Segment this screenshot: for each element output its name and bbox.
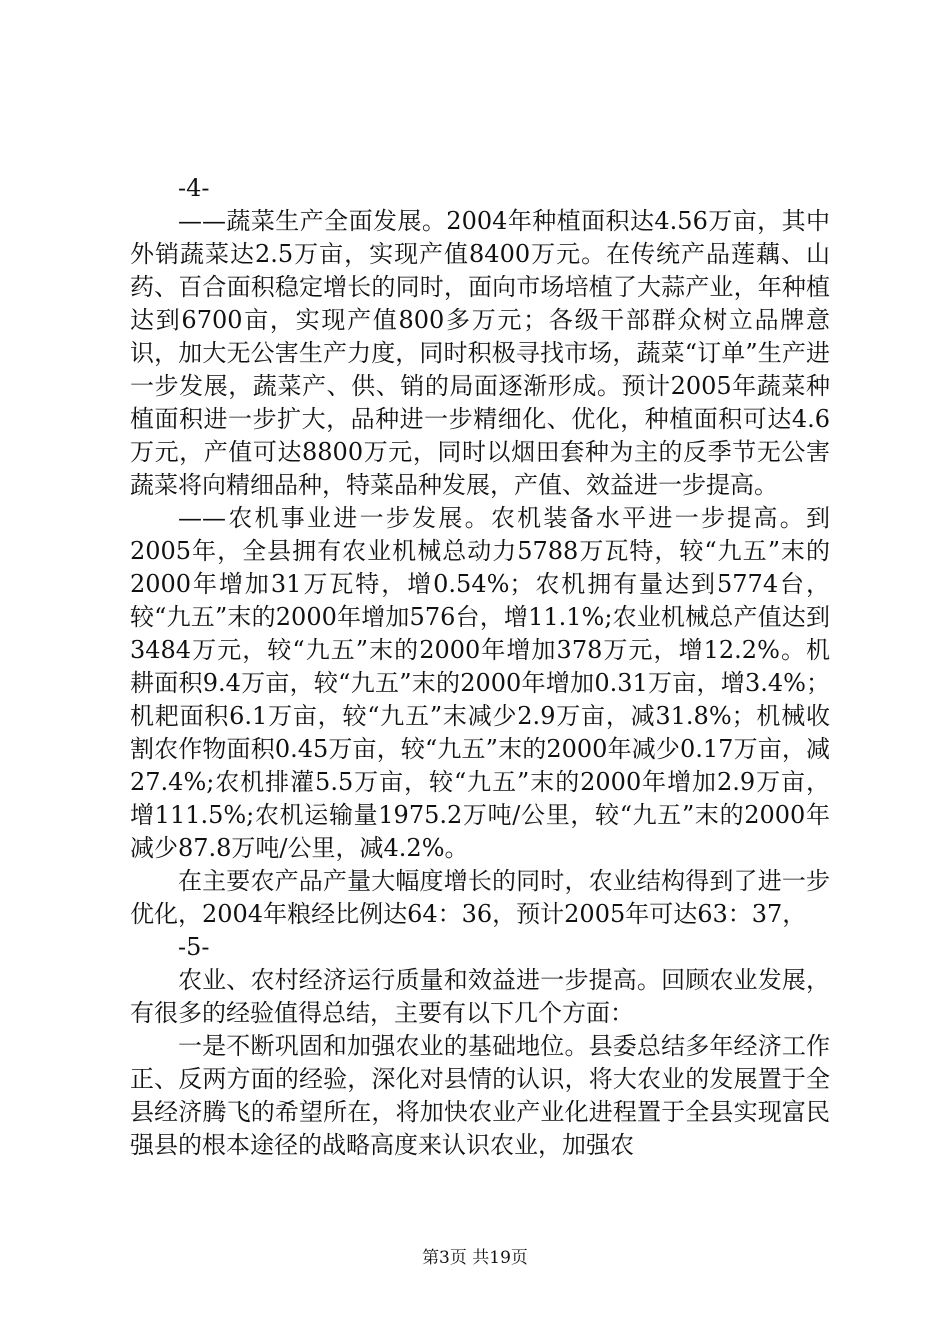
paragraph-agri-machinery: ——农机事业进一步发展。农机装备水平进一步提高。到2005年，全县拥有农业机械总动力5788万瓦特，较“九五”末的2000年增加31万瓦特，增0.54%；农机拥有量达到5774台，较“九五”末的2000年增加576台，增11.1%;农业机械总产值达到3484万元，较“九五”末的2000年增加378万元，增12.2%。机耕面积9.4万亩，较“九五”末的2000年增加0.31万亩，增3.4%；机耙面积6.1万亩，较“九五”末减少2.9万亩，减31.8%；机械收割农作物面积0.45万亩，较“九五”末的2000年减少0.17万亩，减27.4%;农机排灌5.5万亩，较“九五”末的2000年增加2.9万亩，增111.5%;农机运输量1975.2万吨/公里，较“九五”末的2000年减少87.8万吨/公里，减4.2%。: [130, 504, 830, 862]
page-marker-middle: -5-: [178, 933, 210, 961]
paragraph-structure: 在主要农产品产量大幅度增长的同时，农业结构得到了进一步优化，2004年粮经比例达64：36，预计2005年可达63：37，: [130, 867, 830, 928]
paragraph-foundation: 一是不断巩固和加强农业的基础地位。县委总结多年经济工作正、反两方面的经验，深化对县情的认识，将大农业的发展置于全县经济腾飞的希望所在，将加快农业产业化进程置于全县实现富民强县的根本途径的战略高度来认识农业，加强农: [130, 1032, 830, 1159]
page-footer: 第3页 共19页: [422, 1248, 528, 1268]
page-marker-top: -4-: [178, 174, 210, 202]
paragraph-vegetables: ——蔬菜生产全面发展。2004年种植面积达4.56万亩，其中外销蔬菜达2.5万亩，实现产值8400万元。在传统产品莲藕、山药、百合面积稳定增长的同时，面向市场培植了大蒜产业，年种植达到6700亩，实现产值800多万元；各级干部群众树立品牌意识，加大无公害生产力度，同时积极寻找市场，蔬菜“订单”生产进一步发展，蔬菜产、供、销的局面逐渐形成。预计2005年蔬菜种植面积进一步扩大，品种进一步精细化、优化，种植面积可达4.6万元，产值可达8800万元，同时以烟田套种为主的反季节无公害蔬菜将向精细品种，特菜品种发展，产值、效益进一步提高。: [130, 207, 830, 499]
document-body: [130, 172, 830, 1162]
paragraph-quality: 农业、农村经济运行质量和效益进一步提高。回顾农业发展，有很多的经验值得总结，主要有以下几个方面：: [130, 966, 830, 1027]
